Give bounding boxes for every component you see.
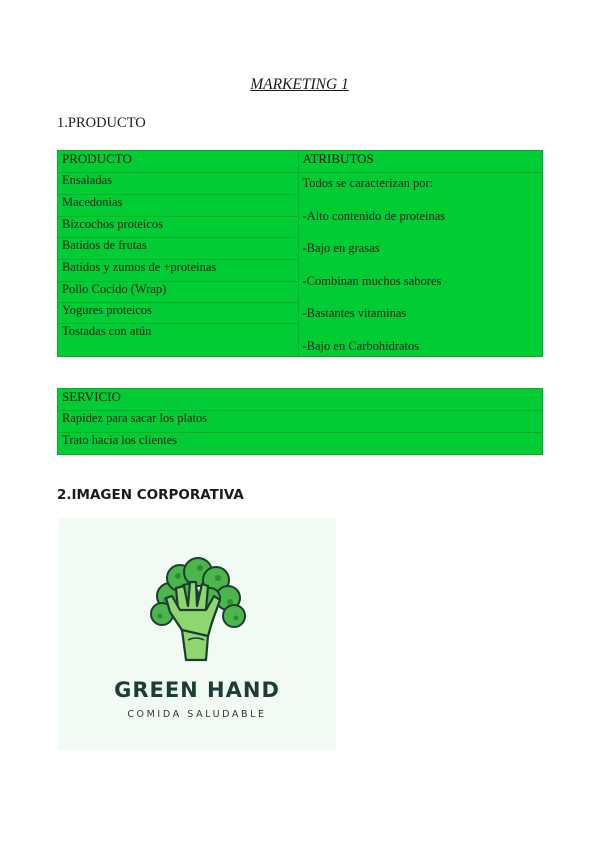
- header-producto: PRODUCTO: [58, 151, 299, 173]
- product-table: [57, 150, 543, 357]
- section-heading-imagen-corporativa: 2.IMAGEN CORPORATIVA: [57, 487, 244, 503]
- attribute-line: -Bajo en Carbohidratos: [302, 338, 420, 353]
- product-cell: Pollo Cocido (Wrap): [58, 282, 299, 303]
- product-cell: Ensaladas: [58, 173, 299, 195]
- brand-name: GREEN HAND: [114, 678, 280, 702]
- product-cell: Yogures proteicos: [58, 303, 299, 324]
- header-atributos: ATRIBUTOS: [298, 151, 543, 173]
- document-title: MARKETING 1: [250, 76, 349, 93]
- section-heading-producto: 1.PRODUCTO: [57, 115, 146, 131]
- broccoli-hand-icon: [58, 518, 336, 678]
- service-row: Trato hacia los clientes: [58, 433, 543, 455]
- product-cell: Batidos y zumos de +proteinas: [58, 260, 299, 282]
- attribute-line: -Alto contenido de proteinas: [302, 208, 446, 223]
- product-cell: Batidos de frutas: [58, 238, 299, 260]
- service-table: [57, 388, 543, 455]
- product-cell: Bizcochos proteicos: [58, 217, 299, 238]
- attributes-cell: [298, 173, 543, 357]
- header-servicio: SERVICIO: [58, 389, 543, 411]
- product-cell: Macedonias: [58, 195, 299, 217]
- attribute-line: -Combinan muchos sabores: [302, 273, 442, 288]
- logo-panel: [58, 518, 336, 750]
- attribute-line: Todos se caracterizan por:: [302, 176, 434, 190]
- attribute-line: -Bajo en grasas: [302, 241, 380, 255]
- brand-tagline: COMIDA SALUDABLE: [127, 709, 267, 720]
- service-row: Rapidez para sacar los platos: [58, 411, 543, 433]
- product-cell: Tostadas con atún: [58, 324, 299, 357]
- attribute-line: -Bastantes vitaminas: [302, 306, 407, 320]
